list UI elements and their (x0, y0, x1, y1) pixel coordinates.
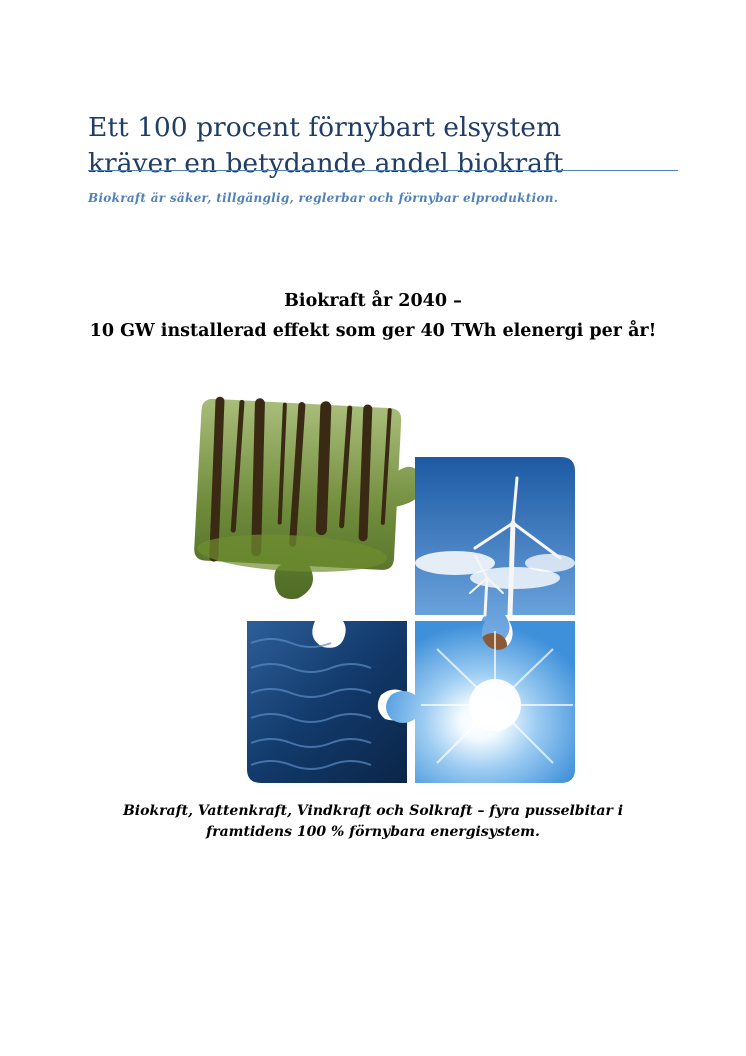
forest-piece (192, 398, 427, 605)
water-piece (247, 621, 407, 783)
image-caption (40, 801, 706, 843)
headline-line-1: Biokraft år 2040 – (284, 291, 462, 311)
title-underline (88, 170, 678, 171)
title-line-2: kräver en betydande andel biokraft (88, 147, 564, 179)
headline-line-2: 10 GW installerad effekt som ger 40 TWh elenergi per år! (89, 321, 657, 341)
puzzle-illustration (185, 393, 580, 785)
document-subtitle: Biokraft är säker, tillgänglig, reglerbar och förnybar elproduktion. (88, 191, 559, 205)
headline (40, 286, 706, 346)
caption-line-1: Biokraft, Vattenkraft, Vindkraft och Solkraft – fyra pusselbitar i (122, 803, 624, 819)
caption-line-2: framtidens 100 % förnybara energisystem. (206, 824, 540, 840)
title-line-1: Ett 100 procent förnybart elsystem (88, 111, 562, 143)
sun-piece (386, 621, 575, 783)
